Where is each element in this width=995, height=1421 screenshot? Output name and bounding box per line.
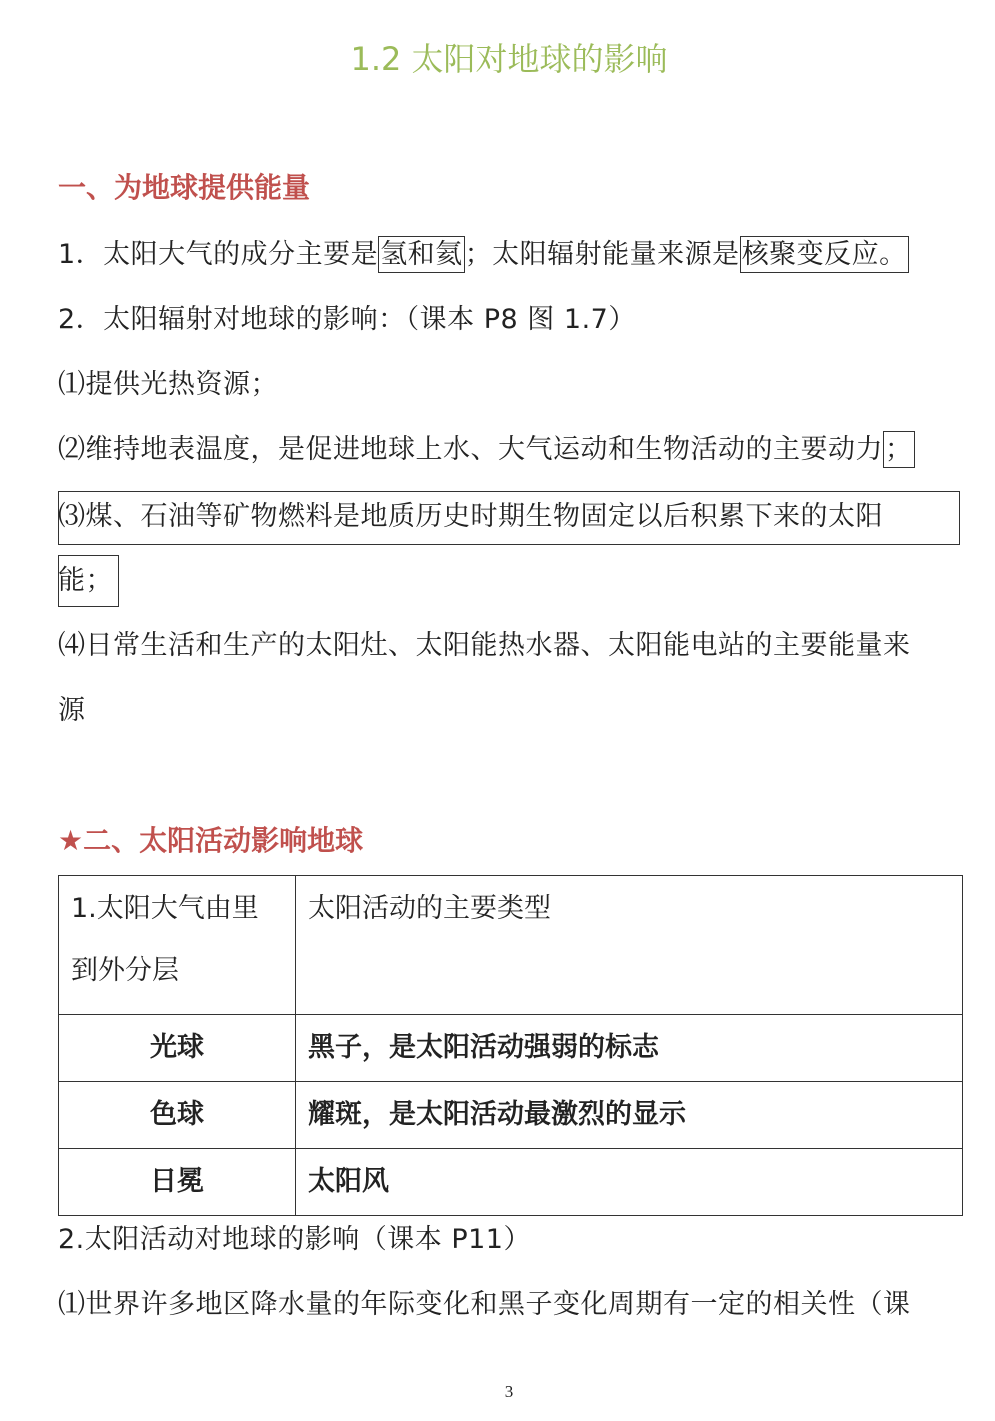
boxed-answer-hydrogen-helium: 氢和氦: [378, 236, 465, 273]
item-1: ⑴提供光热资源；: [58, 369, 278, 400]
text: ；太阳辐射能量来源是: [464, 239, 740, 270]
activity-cell: 太阳风: [296, 1149, 963, 1216]
activity-cell: 耀斑，是太阳活动最激烈的显示: [296, 1082, 963, 1149]
page-title: 1.2 太阳对地球的影响: [350, 40, 668, 78]
header-cell: 1.太阳大气由里到外分层: [59, 876, 296, 1015]
line-atmosphere-composition: [58, 235, 909, 275]
item-4-line-a: ⑷日常生活和生产的太阳灶、太阳能热水器、太阳能电站的主要能量来: [58, 630, 911, 661]
header-cell: 太阳活动的主要类型: [296, 876, 963, 1015]
section-heading-2: ★二、太阳活动影响地球: [58, 824, 364, 857]
section-heading-1: 一、为地球提供能量: [58, 171, 311, 204]
text: ⑵维持地表温度，是促进地球上水、大气运动和生物活动的主要动力: [58, 434, 883, 465]
layer-cell: 色球: [59, 1082, 296, 1149]
activity-cell: 黑子，是太阳活动强弱的标志: [296, 1015, 963, 1082]
page-number: 3: [504, 1382, 514, 1401]
item-2: [58, 430, 915, 470]
item-4-line-b: 源: [58, 695, 86, 726]
table-row: [59, 1149, 963, 1216]
text: 1．太阳大气的成分主要是: [58, 239, 379, 270]
table-row: [59, 1082, 963, 1149]
item-3-line-a: ⑶煤、石油等矿物燃料是地质历史时期生物固定以后积累下来的太阳: [58, 501, 883, 532]
item-1-precipitation: ⑴世界许多地区降水量的年际变化和黑子变化周期有一定的相关性（课: [58, 1289, 911, 1320]
table-header-row: [59, 876, 963, 1015]
boxed-answer-nuclear-fusion: 核聚变反应。: [740, 236, 909, 273]
layer-cell: 光球: [59, 1015, 296, 1082]
solar-activity-table: [58, 875, 963, 1216]
table-row: [59, 1015, 963, 1082]
item-3-line-b: 能；: [58, 565, 113, 596]
line-radiation-effects: 2．太阳辐射对地球的影响：（课本 P8 图 1.7）: [58, 304, 636, 335]
line-activity-effects: 2.太阳活动对地球的影响（课本 P11）: [58, 1224, 531, 1255]
boxed-semicolon: ；: [883, 431, 915, 468]
layer-cell: 日冕: [59, 1149, 296, 1216]
